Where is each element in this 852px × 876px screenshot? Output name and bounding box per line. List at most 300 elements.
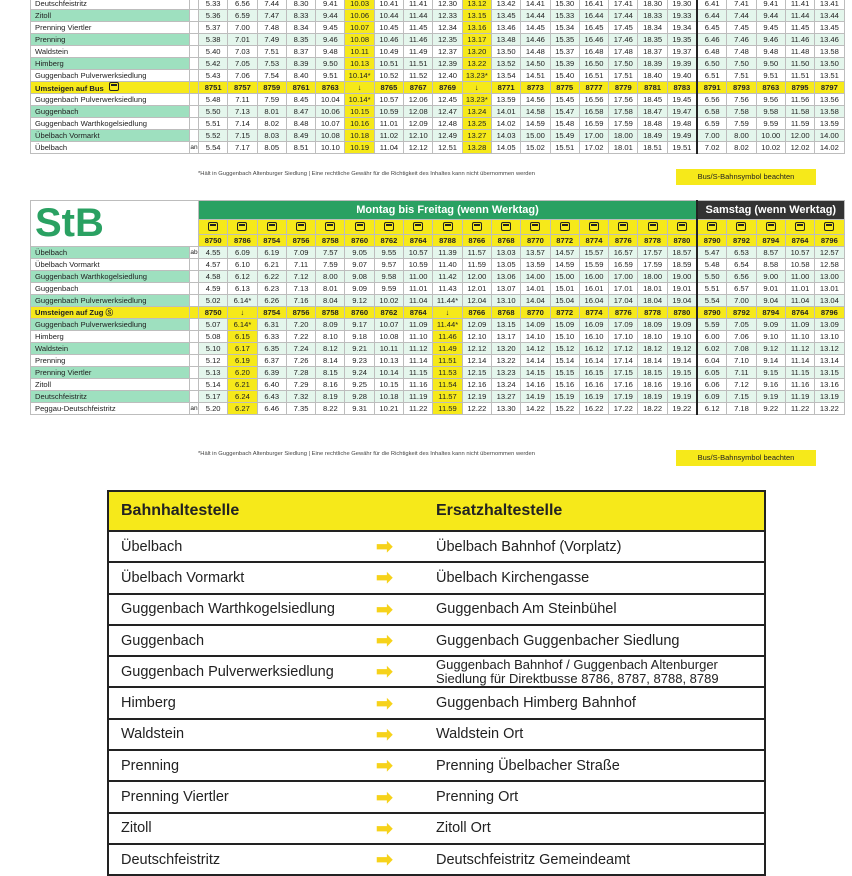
time-cell: 7.47 [257,10,286,22]
timetable-row [31,403,845,415]
timetable-row [31,118,845,130]
time-cell: 15.02 [521,142,550,154]
time-cell: 10.13 [345,58,374,70]
saturday-header: Samstag (wenn Werktag) [697,201,844,220]
time-cell: 7.12 [286,271,315,283]
timetable-row [31,271,845,283]
time-cell: 9.51 [756,70,785,82]
timetable-row [31,259,845,271]
time-cell: 13.04 [815,295,844,307]
top-badge: Bus/S-Bahnsymbol beachten [676,169,816,185]
bahnhaltestelle: Prenning Viertler [121,789,229,806]
time-cell: 5.37 [199,22,228,34]
train-number: 8778 [638,235,667,247]
time-cell: 5.17 [199,391,228,403]
time-cell: 14.01 [521,283,550,295]
arrival-marker [190,379,199,391]
time-cell: 14.05 [491,142,520,154]
time-cell: 15.39 [550,58,579,70]
time-cell: 9.57 [374,259,403,271]
time-cell: 11.52 [404,70,433,82]
time-cell: 12.51 [433,142,462,154]
time-cell: 19.12 [667,343,697,355]
time-cell: 6.09 [228,247,257,259]
time-cell: 12.10 [462,331,491,343]
time-cell: 6.20 [228,367,257,379]
time-cell: 8.34 [286,22,315,34]
transfer-number: 8791 [697,82,727,94]
time-cell: 11.57 [433,391,462,403]
transfer-number: 8762 [374,307,403,319]
arrival-marker [190,319,199,331]
time-cell: 5.07 [199,319,228,331]
time-cell: 8.01 [316,283,345,295]
train-number: 8796 [815,235,844,247]
transfer-number: 8776 [609,307,638,319]
time-cell: 7.57 [316,247,345,259]
timetable-row [31,283,845,295]
timetable-row [31,343,845,355]
time-cell: 11.59 [433,403,462,415]
bottom-footnote: *Hält in Guggenbach Altenburger Siedlung | Eine rechtliche Gewähr für die Richtigkeit des Inhaltes kann nicht übernommen werden [198,451,535,457]
time-cell: 11.42 [433,271,462,283]
time-cell: 15.14 [550,355,579,367]
time-cell: 11.19 [785,391,814,403]
time-cell: 12.40 [433,70,462,82]
time-cell: 6.14* [228,295,257,307]
bahnhaltestelle: Himberg [121,695,176,712]
timetable-row [31,130,845,142]
time-cell: 12.49 [433,130,462,142]
time-cell: 12.58 [815,259,844,271]
time-cell: 6.15 [228,331,257,343]
time-cell: 12.02 [785,142,814,154]
time-cell: 10.15 [345,106,374,118]
time-cell: 15.49 [550,130,579,142]
time-cell: 19.35 [667,34,697,46]
time-cell: 13.50 [815,58,844,70]
time-cell: 5.51 [697,283,727,295]
time-cell: 6.12 [697,403,727,415]
header-bahnhaltestelle: Bahnhaltestelle [121,502,240,519]
time-cell: 6.45 [697,22,727,34]
transfer-number: 8797 [815,82,844,94]
train-icon [667,220,697,235]
time-cell: 6.00 [697,331,727,343]
time-cell: 13.23* [462,70,491,82]
time-cell: 6.46 [257,403,286,415]
train-icon [374,220,403,235]
time-cell: 18.47 [638,106,667,118]
time-cell: 7.00 [228,22,257,34]
time-cell: 17.14 [609,355,638,367]
arrow-right-icon: ➡ [376,661,393,684]
time-cell: 19.47 [667,106,697,118]
time-cell: 8.05 [257,142,286,154]
time-cell: 13.23 [491,367,520,379]
time-cell: 14.56 [521,94,550,106]
time-cell: 10.45 [374,22,403,34]
time-cell: 17.48 [609,46,638,58]
timetable-row [31,247,845,259]
time-cell: 9.58 [756,106,785,118]
time-cell: 13.44 [815,10,844,22]
bahnhaltestelle: Übelbach Vormarkt [121,569,245,586]
transfer-number: 8783 [667,82,697,94]
time-cell: 10.08 [316,130,345,142]
time-cell: 5.47 [697,247,727,259]
time-cell: 7.45 [727,22,756,34]
time-cell: 14.16 [521,379,550,391]
bahnhaltestelle: Guggenbach Warthkogelsiedlung [121,601,335,618]
transfer-number: ↓ [433,307,462,319]
time-cell: 12.33 [433,10,462,22]
time-cell: 13.20 [462,46,491,58]
time-cell: 17.09 [609,319,638,331]
umsteigen-row [31,307,845,319]
replacement-row [109,720,764,751]
time-cell: 16.04 [579,295,608,307]
train-icon [404,220,433,235]
time-cell: 7.46 [727,34,756,46]
time-cell: 6.21 [257,259,286,271]
train-number: 8768 [491,235,520,247]
arrival-marker [190,118,199,130]
time-cell: 8.45 [286,94,315,106]
arrival-marker [190,94,199,106]
time-cell: 8.39 [286,58,315,70]
transfer-number: 8774 [579,307,608,319]
time-cell: 8.00 [316,271,345,283]
time-cell: 19.09 [667,319,697,331]
transfer-number: 8781 [638,82,667,94]
time-cell: 13.48 [491,34,520,46]
time-cell: 9.50 [756,58,785,70]
time-cell: 10.46 [374,34,403,46]
time-cell: 10.10 [316,142,345,154]
time-cell: 10.11 [345,46,374,58]
time-cell: 14.00 [815,130,844,142]
bahnhaltestelle: Guggenbach Pulverwerksiedlung [121,663,334,680]
time-cell: 16.58 [579,106,608,118]
time-cell: 4.59 [199,283,228,295]
time-cell: 9.45 [316,22,345,34]
time-cell: 6.10 [228,259,257,271]
time-cell: 11.46 [404,34,433,46]
time-cell: 11.39 [433,247,462,259]
umsteigen-text: Umsteigen auf Bus [35,84,104,93]
time-cell: 18.48 [638,118,667,130]
time-cell: 11.53 [433,367,462,379]
time-cell: 12.01 [462,283,491,295]
time-cell: 13.09 [815,319,844,331]
timetable-row [31,379,845,391]
time-cell: 5.48 [199,94,228,106]
time-cell: 8.16 [316,379,345,391]
time-cell: 11.15 [785,367,814,379]
time-cell: 16.12 [579,343,608,355]
replacement-row [109,532,764,563]
time-cell: 7.14 [228,118,257,130]
time-cell: 6.54 [727,259,756,271]
time-cell: 17.01 [609,283,638,295]
train-number: 8780 [667,235,697,247]
time-cell: 6.53 [727,247,756,259]
train-icon [345,220,374,235]
time-cell: 18.19 [638,391,667,403]
transfer-number: 8754 [257,307,286,319]
time-cell: 15.30 [550,0,579,10]
transfer-number: 8765 [374,82,403,94]
bahnhaltestelle: Zitoll [121,820,152,837]
time-cell: 7.17 [228,142,257,154]
time-cell: 13.59 [815,118,844,130]
time-cell: 19.14 [667,355,697,367]
time-cell: 12.10 [404,130,433,142]
ersatzhaltestelle: Waldstein Ort [436,726,524,743]
ersatzhaltestelle: Guggenbach Guggenbacher Siedlung [436,632,680,649]
time-cell: 18.49 [638,130,667,142]
replacement-row [109,845,764,876]
time-cell: 11.15 [404,367,433,379]
train-number: 8770 [521,235,550,247]
time-cell: 15.45 [550,94,579,106]
time-cell: 19.37 [667,46,697,58]
time-cell: 18.16 [638,379,667,391]
time-cell: 14.12 [521,343,550,355]
time-cell: 12.22 [462,403,491,415]
train-number: 8750 [199,235,228,247]
station-name: Guggenbach Pulverwerksiedlung [31,70,190,82]
replacement-row [109,751,764,782]
time-cell: 18.30 [638,0,667,10]
time-cell: 15.09 [550,319,579,331]
time-cell: 15.12 [550,343,579,355]
transfer-number: 8764 [785,307,814,319]
time-cell: 15.37 [550,46,579,58]
time-cell: 6.50 [697,58,727,70]
time-cell: 7.00 [697,130,727,142]
time-cell: 5.59 [697,319,727,331]
time-cell: 4.58 [199,271,228,283]
time-cell: 10.58 [785,259,814,271]
time-cell: 7.32 [286,391,315,403]
time-cell: 6.06 [697,379,727,391]
timetable-row [31,58,845,70]
time-cell: 17.59 [609,118,638,130]
arrival-marker [190,343,199,355]
train-number: 8790 [697,235,727,247]
time-cell: 19.34 [667,22,697,34]
top-footnote: *Hält in Guggenbach Altenburger Siedlung | Eine rechtliche Gewähr für die Richtigkeit des Inhaltes kann nicht übernommen werden [198,171,535,177]
time-cell: 10.18 [374,391,403,403]
time-cell: 9.01 [756,283,785,295]
stb-logo-text: StB [35,201,104,245]
time-cell: 13.50 [491,46,520,58]
time-cell: 7.16 [286,295,315,307]
time-cell: 9.17 [345,319,374,331]
time-cell: 13.15 [815,367,844,379]
station-name: Guggenbach [31,106,190,118]
top-timetable [30,0,845,154]
header-row [31,201,845,220]
time-cell: 19.19 [667,391,697,403]
time-cell: 18.10 [638,331,667,343]
time-cell: 10.14* [345,70,374,82]
time-cell: 13.27 [462,130,491,142]
train-number: 8794 [756,235,785,247]
time-cell: 10.00 [756,130,785,142]
time-cell: 9.28 [345,391,374,403]
time-cell: 13.19 [815,391,844,403]
bus-icon [109,82,119,91]
time-cell: 9.12 [345,295,374,307]
time-cell: 6.13 [228,283,257,295]
time-cell: 8.30 [286,0,315,10]
station-name: Prenning Viertler [31,22,190,34]
transfer-number: ↓ [228,307,257,319]
time-cell: 11.51 [433,355,462,367]
timetable-row [31,355,845,367]
time-cell: 5.13 [199,367,228,379]
replacement-row [109,814,764,845]
time-cell: 7.44 [257,0,286,10]
time-cell: 7.13 [286,283,315,295]
time-cell: 19.39 [667,58,697,70]
train-icon [815,220,844,235]
time-cell: 15.04 [550,295,579,307]
time-cell: 11.45 [785,22,814,34]
timetable-row [31,34,845,46]
time-cell: 15.00 [550,271,579,283]
time-cell: 8.14 [316,355,345,367]
time-cell: 15.15 [550,367,579,379]
replacement-row [109,563,764,594]
time-cell: 18.37 [638,46,667,58]
arrival-marker [190,271,199,283]
time-cell: 13.51 [815,70,844,82]
time-cell: 10.07 [316,118,345,130]
time-cell: 14.44 [521,10,550,22]
time-cell: 6.59 [228,10,257,22]
train-number: 8766 [462,235,491,247]
train-number: 8754 [257,235,286,247]
time-cell: 10.06 [316,106,345,118]
time-cell: 14.03 [491,130,520,142]
time-cell: 9.58 [374,271,403,283]
time-cell: 15.00 [521,130,550,142]
time-cell: 12.15 [462,367,491,379]
time-cell: 13.01 [815,283,844,295]
timetable-row [31,10,845,22]
train-number: 8776 [609,235,638,247]
time-cell: 18.59 [667,259,697,271]
time-cell: 7.08 [727,343,756,355]
time-cell: 10.18 [345,130,374,142]
time-cell: 14.59 [550,259,579,271]
time-cell: 7.51 [257,46,286,58]
time-cell: 7.00 [727,295,756,307]
arrival-marker [190,331,199,343]
time-cell: 9.21 [345,343,374,355]
transfer-number: 8758 [316,307,345,319]
time-cell: 6.22 [257,271,286,283]
time-cell: 7.29 [286,379,315,391]
time-cell: 9.51 [316,70,345,82]
train-icon [638,220,667,235]
transfer-number: 8751 [199,82,228,94]
time-cell: 12.35 [433,34,462,46]
time-cell: 8.33 [286,10,315,22]
bottom-timetable [30,200,845,415]
time-cell: 10.13 [374,355,403,367]
time-cell: 13.41 [815,0,844,10]
time-cell: 8.12 [316,343,345,355]
time-cell: 6.26 [257,295,286,307]
train-number: 8760 [345,235,374,247]
station-name: Guggenbach Pulverwerksiedlung [31,295,190,307]
time-cell: 12.37 [433,46,462,58]
time-cell: 16.57 [609,247,638,259]
time-cell: 16.44 [579,10,608,22]
transfer-number: 8771 [491,82,520,94]
time-cell: 10.03 [345,0,374,10]
time-cell: 12.48 [433,118,462,130]
time-cell: 7.10 [727,355,756,367]
train-icon [756,220,785,235]
time-cell: 13.12 [815,343,844,355]
time-cell: 10.07 [345,22,374,34]
time-cell: 10.16 [345,118,374,130]
time-cell: 9.56 [756,94,785,106]
time-cell: 15.48 [550,118,579,130]
time-cell: 9.23 [345,355,374,367]
time-cell: 7.44 [727,10,756,22]
time-cell: 11.57 [462,247,491,259]
time-cell: 10.49 [374,46,403,58]
time-cell: 6.44 [697,10,727,22]
time-cell: 12.12 [404,142,433,154]
time-cell: 15.34 [550,22,579,34]
time-cell: 13.46 [815,34,844,46]
spacer [190,307,199,319]
time-cell: 14.19 [521,391,550,403]
train-icon [199,220,228,235]
time-cell: 14.09 [521,319,550,331]
train-number: 8764 [404,235,433,247]
time-cell: 16.51 [579,70,608,82]
time-cell: 12.47 [433,106,462,118]
transfer-number: 8760 [345,307,374,319]
time-cell: 11.01 [785,283,814,295]
transfer-number: 8767 [404,82,433,94]
time-cell: 5.02 [199,295,228,307]
time-cell: 14.41 [521,0,550,10]
arrival-marker [190,391,199,403]
time-cell: 7.41 [727,0,756,10]
time-cell: 6.59 [697,118,727,130]
arrival-marker: an [190,403,199,415]
time-cell: 7.51 [727,70,756,82]
time-cell: 12.30 [433,0,462,10]
time-cell: 6.14* [228,319,257,331]
time-cell: 17.10 [609,331,638,343]
time-cell: 17.56 [609,94,638,106]
time-cell: 15.51 [550,142,579,154]
umsteigen-row [31,82,845,94]
time-cell: 9.10 [756,331,785,343]
time-cell: 19.30 [667,0,697,10]
